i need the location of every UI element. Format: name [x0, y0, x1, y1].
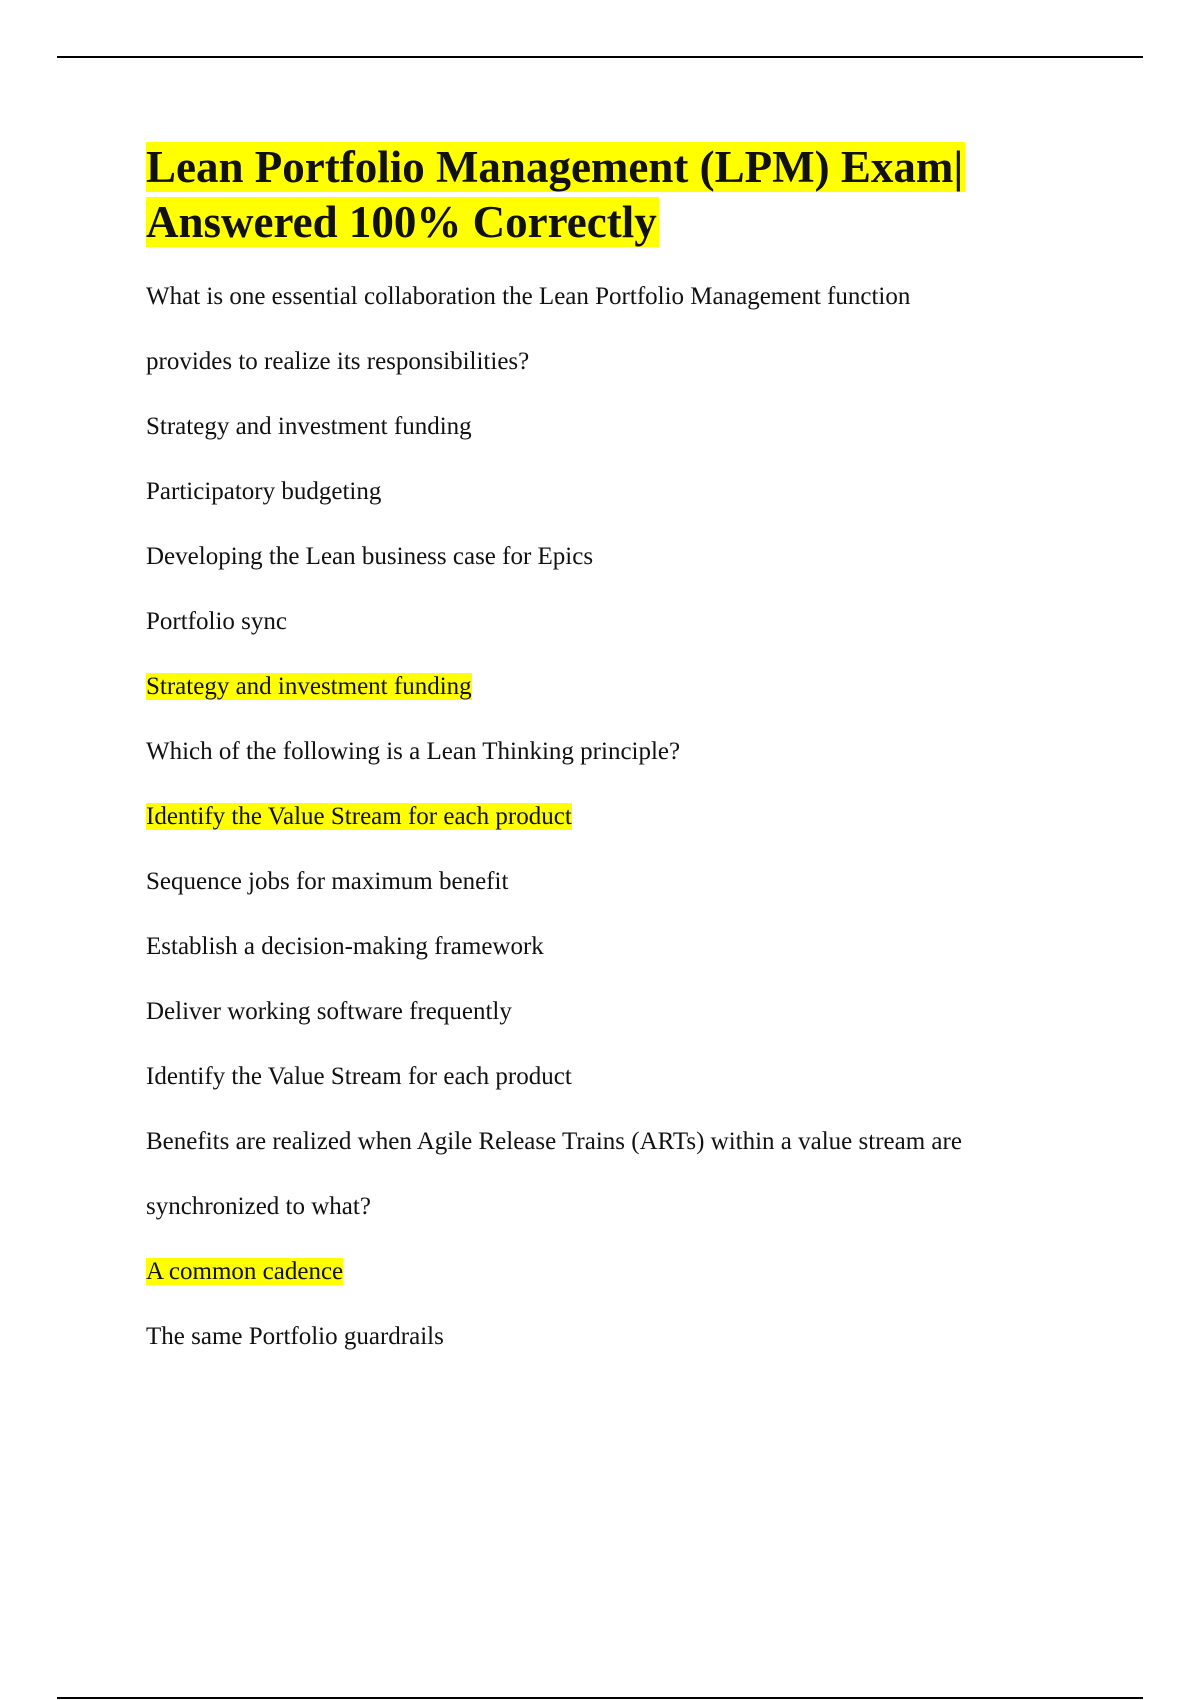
question-3-line-2: synchronized to what? [146, 1193, 371, 1220]
option-lean-business-case: Developing the Lean business case for Epics [146, 543, 594, 570]
document-body [146, 140, 1106, 1387]
question-2: Which of the following is a Lean Thinking principle? [146, 738, 681, 765]
bottom-rule [57, 1697, 1143, 1699]
answer-3: A common cadence [146, 1258, 344, 1285]
option-deliver-software: Deliver working software frequently [146, 998, 512, 1025]
top-rule [57, 56, 1143, 58]
option-strategy-funding: Strategy and investment funding [146, 413, 472, 440]
title-line-2: Answered 100% Correctly [146, 197, 657, 247]
question-3-line-1: Benefits are realized when Agile Release Trains (ARTs) within a value stream are [146, 1128, 962, 1155]
answer-2: Identify the Value Stream for each product [146, 803, 572, 830]
title-line-1: Lean Portfolio Management (LPM) Exam| [146, 142, 964, 192]
document-title [146, 140, 1106, 250]
question-1-line-1: What is one essential collaboration the Lean Portfolio Management function [146, 283, 911, 310]
option-sequence-jobs: Sequence jobs for maximum benefit [146, 868, 509, 895]
option-participatory-budgeting: Participatory budgeting [146, 478, 382, 505]
option-portfolio-sync: Portfolio sync [146, 608, 287, 635]
option-identify-value-stream: Identify the Value Stream for each product [146, 1063, 572, 1090]
answer-1: Strategy and investment funding [146, 673, 472, 700]
option-decision-framework: Establish a decision-making framework [146, 933, 544, 960]
question-1-line-2: provides to realize its responsibilities? [146, 348, 530, 375]
option-portfolio-guardrails: The same Portfolio guardrails [146, 1323, 444, 1350]
